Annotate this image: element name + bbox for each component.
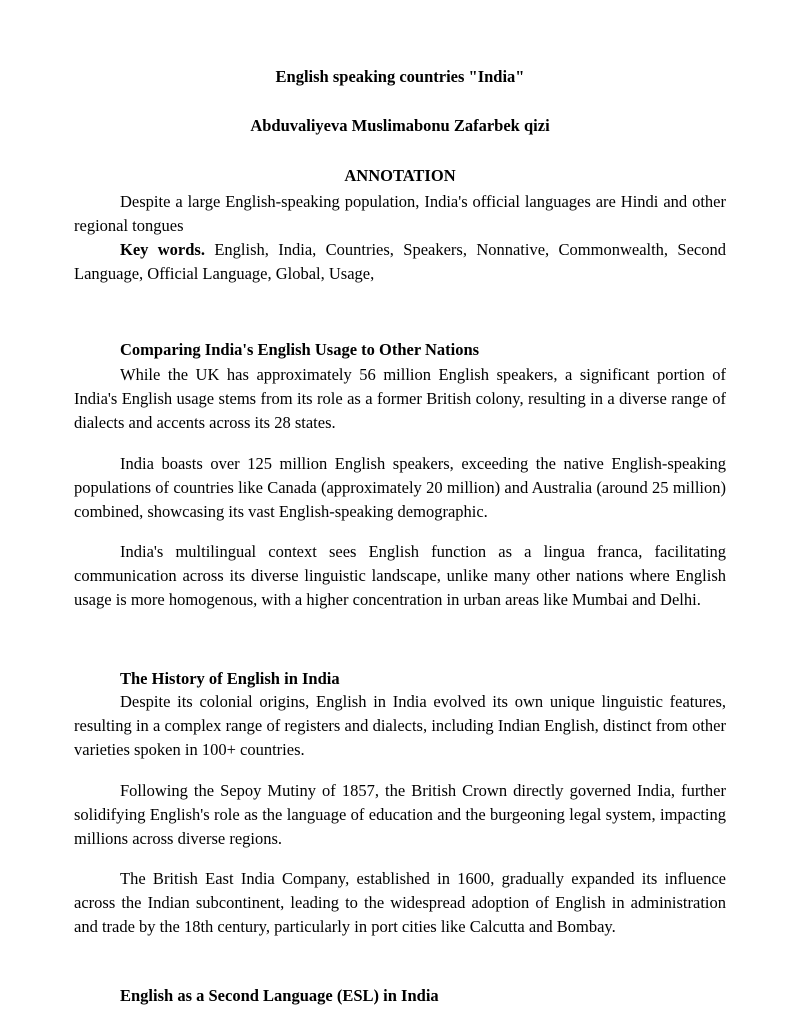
author-name: Abduvaliyeva Muslimabonu Zafarbek qizi <box>250 116 550 135</box>
section-heading: Comparing India's English Usage to Other Nations <box>120 340 480 359</box>
annotation-heading: ANNOTATION <box>344 166 456 185</box>
keywords-paragraph <box>74 238 726 286</box>
section-heading: English as a Second Language (ESL) in India <box>120 986 439 1005</box>
section-paragraph: India boasts over 125 million English speakers, exceeding the native English-speaking populations of countries like Canada (approximately 20 million) and Australia (around 25 million) combined, showcasing its vast English-speaking demographic. <box>74 454 726 521</box>
section-paragraph: India's multilingual context sees English function as a lingua franca, facilitating communication across its diverse linguistic landscape, unlike many other nations where English usage is more homogenous, with a higher concentration in urban areas like Mumbai and Delhi. <box>74 542 726 609</box>
section-paragraph: While the UK has approximately 56 million English speakers, a significant portion of India's English usage stems from its role as a former British colony, resulting in a diverse range of dialects and accents across its 28 states. <box>74 365 726 432</box>
section-paragraph: The British East India Company, established in 1600, gradually expanded its influence across the Indian subcontinent, leading to the widespread adoption of English in administration and trade by the 18th century, particularly in port cities like Calcutta and Bombay. <box>74 869 726 936</box>
section-paragraph: Following the Sepoy Mutiny of 1857, the British Crown directly governed India, further solidifying English's role as the language of education and the burgeoning legal system, impacting millions across diverse regions. <box>74 781 726 848</box>
keywords-text: English, India, Countries, Speakers, Nonnative, Commonwealth, Second Language, Official Language, Global, Usage, <box>74 240 726 283</box>
section-heading: The History of English in India <box>120 669 340 688</box>
paper-title: English speaking countries "India" <box>275 67 525 86</box>
annotation-text: Despite a large English-speaking population, India's official languages are Hindi and other regional tongues <box>74 192 726 235</box>
section-paragraph: Despite its colonial origins, English in India evolved its own unique linguistic features, resulting in a complex range of registers and dialects, including Indian English, distinct from other varieties spoken in 100+ countries. <box>74 692 726 759</box>
keywords-label: Key words. <box>120 240 205 259</box>
